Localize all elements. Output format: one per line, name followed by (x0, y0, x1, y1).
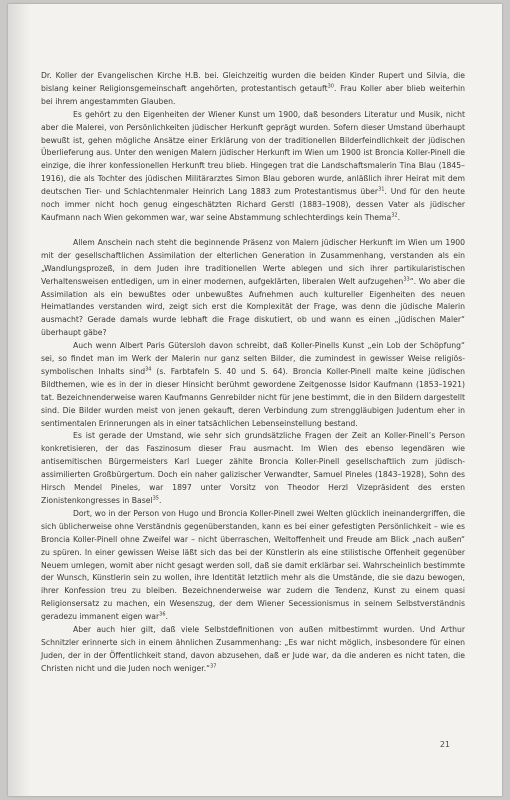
body-text (41, 70, 465, 676)
footnote-ref: 35 (152, 495, 159, 502)
paragraph-4: Auch wenn Albert Paris Gütersloh davon schreibt, daß Koller-Pinells Kunst „ein Lob der Schöpfung“ sei, so findet man im Werk der Malerin nur ganz selten Bilder, die zumindest in gewisser Weise religiös-symbolischen Inhalts sind$^{34}$ (s. Farbtafeln S. 40 und S. 64). Broncia Koller-Pinell malte keine jüdischen Bildthemen, wie es in der in dieser Hinsicht berühmt gewordene Zeitgenosse Isidor Kaufmann (1853–1921) tat. Bezeichnenderweise waren Kaufmanns Genrebilder nicht für jene bestimmt, die in den Bildern dargestellt sind. Die Bilder wurden meist von jenen gekauft, deren Verbindung zum strenggläubigen Judentum eher in sentimentalen Erinnerungen als in einer tatsächlichen Lebenseinstellung bestand. (41, 341, 465, 428)
book-page (8, 4, 502, 796)
paragraph-1: Dr. Koller der Evangelischen Kirche H.B. bei. Gleichzeitig wurden die beiden Kinder Rupert und Silvia, die bislang keiner Religionsgemeinschaft angehörten, protestantisch getauft$^{30}$. Frau Koller aber blieb weiterhin bei ihrem angestammten Glauben. (41, 71, 465, 106)
footnote-ref: 32 (391, 212, 398, 219)
page-gutter-shadow (8, 4, 30, 796)
paragraph-3: Allem Anschein nach steht die beginnende Präsenz von Malern jüdischer Herkunft im Wien um 1900 mit der gesellschaftlichen Assimilation der elterlichen Generation in Zusammenhang, verstanden als ein „Wandlungsprozeß, in dem Juden ihre traditionellen Werte ablegen und sich ihrer partikularistischen Verhaltensweisen entledigen, um in einer modernen, aufgeklärten, liberalen Welt aufzugehen$^{33}$“. Wo aber die Assimilation als ein bewußtes oder unbewußtes Aufnehmen auch kultureller Eigenheiten des neuen Heimatlandes verstanden wird, zeigt sich erst die Komplexität der Frage, was denn die jüdische Malerin ausmacht? Gerade damals wurde lebhaft die Frage diskutiert, ob und wann es einen „jüdischen Maler“ überhaupt gäbe? (41, 237, 465, 338)
page-number: 21 (439, 740, 450, 749)
paragraph-2: Es gehört zu den Eigenheiten der Wiener Kunst um 1900, daß besonders Literatur und Musik, nicht aber die Malerei, von Persönlichkeiten jüdischer Herkunft geprägt wurden. Sofern dieser Umstand überhaupt bewußt ist, gehen mögliche Ansätze einer Erklärung von der traditionellen Bilderfeindlichkeit der jüdischen Überlieferung aus. Unter den wenigen Malern jüdischer Herkunft im Wien um 1900 ist Broncia Koller-Pinell die einzige, die ihrer konfessionellen Herkunft treu blieb. Hingegen trat die Landschaftsmalerin Tina Blau (1845–1916), die als Tochter des jüdischen Militärarztes Simon Blau geboren wurde, anläßlich ihrer Heirat mit dem deutschen Tier- und Schlachtenmaler Heinrich Lang 1883 zum Protestantismus über$^{31}$. Und für den heute noch immer nicht hoch genug eingeschätzten Richard Gerstl (1883–1908), dessen Vater als jüdischer Kaufmann nach Wien gekommen war, war seine Abstammung schlechterdings kein Thema$^{32}$. (41, 109, 465, 222)
footnote-ref: 37 (210, 663, 217, 670)
footnote-ref: 36 (159, 611, 166, 618)
paragraph-6: Dort, wo in der Person von Hugo und Broncia Koller-Pinell zwei Welten glücklich ineinandergriffen, die sich üblicherweise ohne Verständnis gegenüberstanden, kann es bei einer gefestigten Persönlichkeit – wie es Broncia Koller-Pinell ohne Zweifel war – nicht überraschen, Weltoffenheit und Freude am Blick „nach außen“ zu spüren. In einer gewissen Weise läßt sich das bei der Künstlerin als eine stilistische Offenheit gegenüber Neuem umlegen, womit aber nicht gesagt werden soll, daß sie damit erklärbar sei. Wahrscheinlich bestimmte der Wunsch, Künstlerin sein zu wollen, ihre Identität letztlich mehr als die Umstände, die sie dazu bewogen, ihrer Konfession treu zu bleiben. Bezeichnenderweise war zudem die Tendenz, Kunst zu einem quasi Religionsersatz zu machen, ein Wesenszug, der dem Wiener Secessionismus in seinem Selbstverständnis geradezu immanent eigen war$^{36}$. (41, 508, 465, 622)
footnote-ref: 33 (403, 276, 410, 283)
footnote-ref: 30 (327, 83, 334, 90)
footnote-ref: 34 (145, 366, 152, 373)
paragraph-7: Aber auch hier gilt, daß viele Selbstdefinitionen von außen mitbestimmt wurden. Und Arthur Schnitzler erinnerte sich in einem ähnlichen Zusammenhang: „Es war nicht möglich, insbesondere für einen Juden, der in der Öffentlichkeit stand, davon abzusehen, daß er Jude war, da die anderen es nicht taten, die Christen nicht und die Juden noch weniger.“$^{37}$ (41, 625, 465, 673)
paragraph-5: Es ist gerade der Umstand, wie sehr sich grundsätzliche Fragen der Zeit an Koller-Pinell’s Person konkretisieren, der das Faszinosum dieser Frau ausmacht. Im Wien des ebenso legendären wie antisemitischen Bürgermeisters Karl Lueger zählte Broncia Koller-Pinell gesellschaftlich zum jüdisch-assimilierten Großbürgertum. Doch ein naher galizischer Verwandter, Samuel Pineles (1843–1928), Sohn des Hirsch Mendel Pineles, war 1897 unter Vorsitz von Theodor Herzl Vizepräsident des ersten Zionistenkongresses in Basel$^{35}$. (41, 431, 465, 505)
footnote-ref: 31 (378, 186, 385, 193)
